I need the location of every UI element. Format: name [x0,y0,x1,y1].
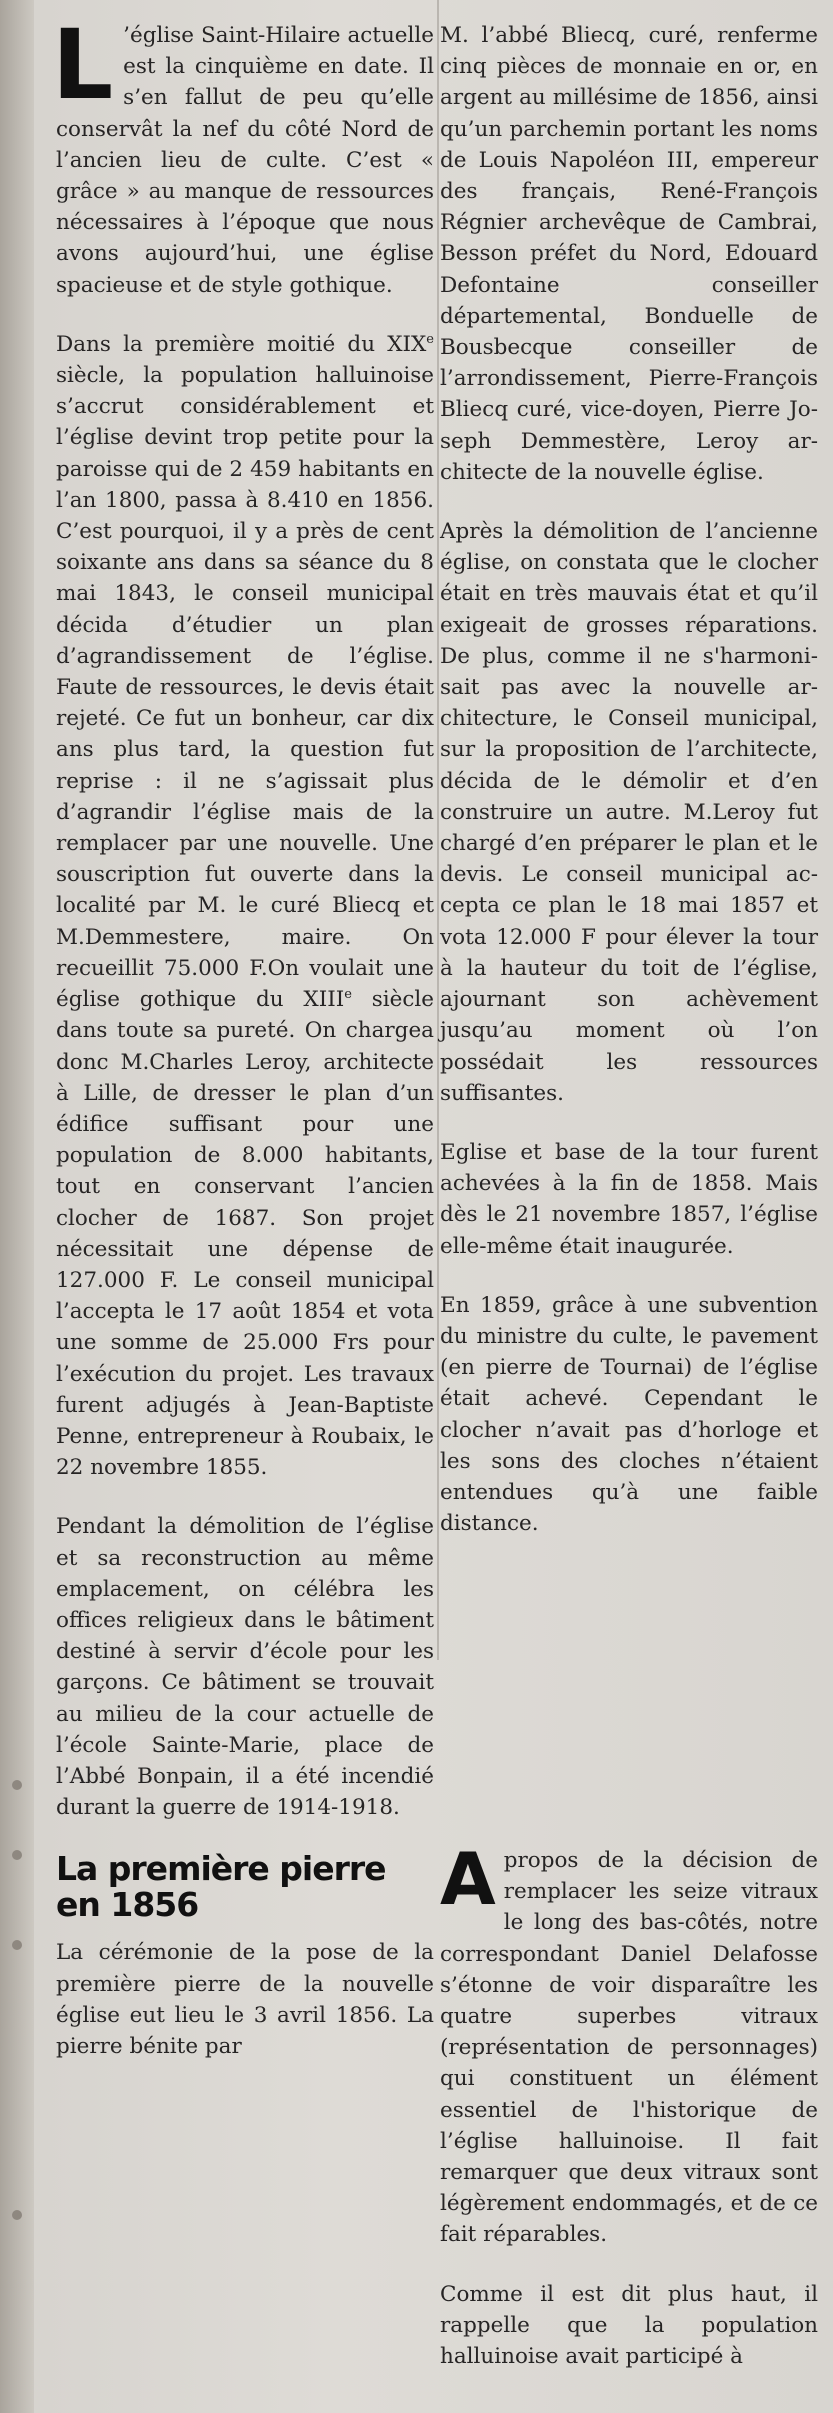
punch-hole [12,2210,22,2220]
left-column [52,9,434,2090]
paragraph: M. l’abbé Bliecq, curé, renferme cinq pièces de monnaie en or, en argent au millésime de 1856, ainsi qu’un parchemin portant les noms de Louis Napoléon III, empereur des français, René-François Régnier archevêque de Cambrai, Besson préfet du Nord, Edouard Defontaine conseiller départemental, Bonduelle de Bousbecque conseiller de l’arrondissement, Pierre-François Bliecq curé, vice-doyen, Pierre Joseph Demmestère, Leroy architecte de la nouvelle église. [440,23,818,485]
paragraph: Comme il est dit plus haut, il rappelle que la population halluinoise avait participé à [440,2281,818,2370]
paragraph: La cérémonie de la pose de la première pierre de la nouvelle église eut lieu le 3 avril 1856. La pierre bénite par [56,1940,434,2059]
paragraph: Après la démolition de l’ancienne église, on constata que le clocher était en très mauvais état et qu’il exigeait de grosses réparations. De plus, comme il ne s'harmonisait pas avec la nouvelle architecture, le Conseil municipal, sur la proposition de l’architecte, décida de le démolir et d’en construire un autre. M.Leroy fut chargé d’en préparer le plan et le devis. Le conseil municipal accepta ce plan le 18 mai 1857 et vota 12.000 F pour élever la tour à la hauteur du toit de l’église, ajournant son achèvement jusqu’au moment où l’on possédait les ressources suffisantes. [440,519,818,1106]
drop-cap: L [52,9,114,121]
paragraph: Pendant la démolition de l’église et sa reconstruction au même emplacement, on célébra les offices religieux dans le bâtiment destiné à servir d’école pour les garçons. Ce bâtiment se trouvait au milieu de la cour actuelle de l’école Sainte-Marie, place de l’Abbé Bonpain, il a été incendié durant la guerre de 1914-1918. [56,1514,434,1821]
paragraph-intro: L ’église Saint-Hilaire actuelle est la cinquième en date. Il s’en fallut de peu qu’elle conservât la nef du côté Nord de l’ancien lieu de culte. C’est « grâce » au manque de ressources nécessaires à l’époque que nous avons aujourd’hui, une église spacieuse et de style gothique. [52,9,434,298]
section-heading: La première pierre en 1856 [56,1849,386,1925]
column-rule [437,0,439,1660]
drop-cap: A [440,1837,496,1921]
paragraph: En 1859, grâce à une subvention du ministre du culte, le pavement (en pierre de Tournai) de l’église était achevé. Cependant le clocher n’avait pas d’horloge et les sons des cloches n’étaient entendues qu’à une faible distance. [440,1292,818,1537]
apropos-block [440,1837,818,2400]
punch-hole [12,1780,22,1790]
paragraph: Dans la première moitié du XIXe siècle, la population halluinoise s’accrut considérablement et l’église devint trop petite pour la paroisse qui de 2 459 habitants en l’an 1800, passa à 8.410 en 1856. C’est pourquoi, il y a près de cent soixante ans dans sa séance du 8 mai 1843, le conseil municipal décida d’étudier un plan d’agrandissement de l’église. Faute de ressources, le devis était rejeté. Ce fut un bonheur, car dix ans plus tard, la question fut reprise : il ne s’agissait plus d’agrandir l’église mais de la remplacer par une nouvelle. Une souscription fut ouverte dans la localité par M. le curé Bliecq et M.Demmestere, maire. On recueillit 75.000 F.On voulait une église gothique du XIIIe siècle dans toute sa pureté. On chargea donc M.Charles Leroy, architecte à Lille, de dresser le plan d’un édifice suffisant pour une population de 8.000 habitants, tout en conservant l’ancien clocher de 1687. Son projet nécessitait une dépense de 127.000 F. Le conseil municipal l’accepta le 17 août 1854 et vota une somme de 25.000 Frs pour l’exécution du projet. Les travaux furent adjugés à Jean-Baptiste Penne, entrepreneur à Roubaix, le 22 novembre 1855. [56,331,434,1481]
paragraph: Eglise et base de la tour furent achevées à la fin de 1858. Mais dès le 21 novembre 1857, l’église elle-même était inaugurée. [440,1139,818,1259]
page-binding-edge [0,0,34,2413]
right-column [440,20,818,1567]
punch-hole [12,1940,22,1950]
punch-hole [12,1850,22,1860]
paragraph-apropos: Apropos de la décision de remplacer les seize vitraux le long des bas-côtés, notre correspondant Daniel Delafosse s’étonne de voir disparaître les quatre superbes vitraux (représentation de personnages) qui constituent un élément essentiel de l'historique de l’église halluinoise. Il fait remarquer que deux vitraux sont légèrement endommagés, et de ce fait réparables. [440,1837,818,2248]
